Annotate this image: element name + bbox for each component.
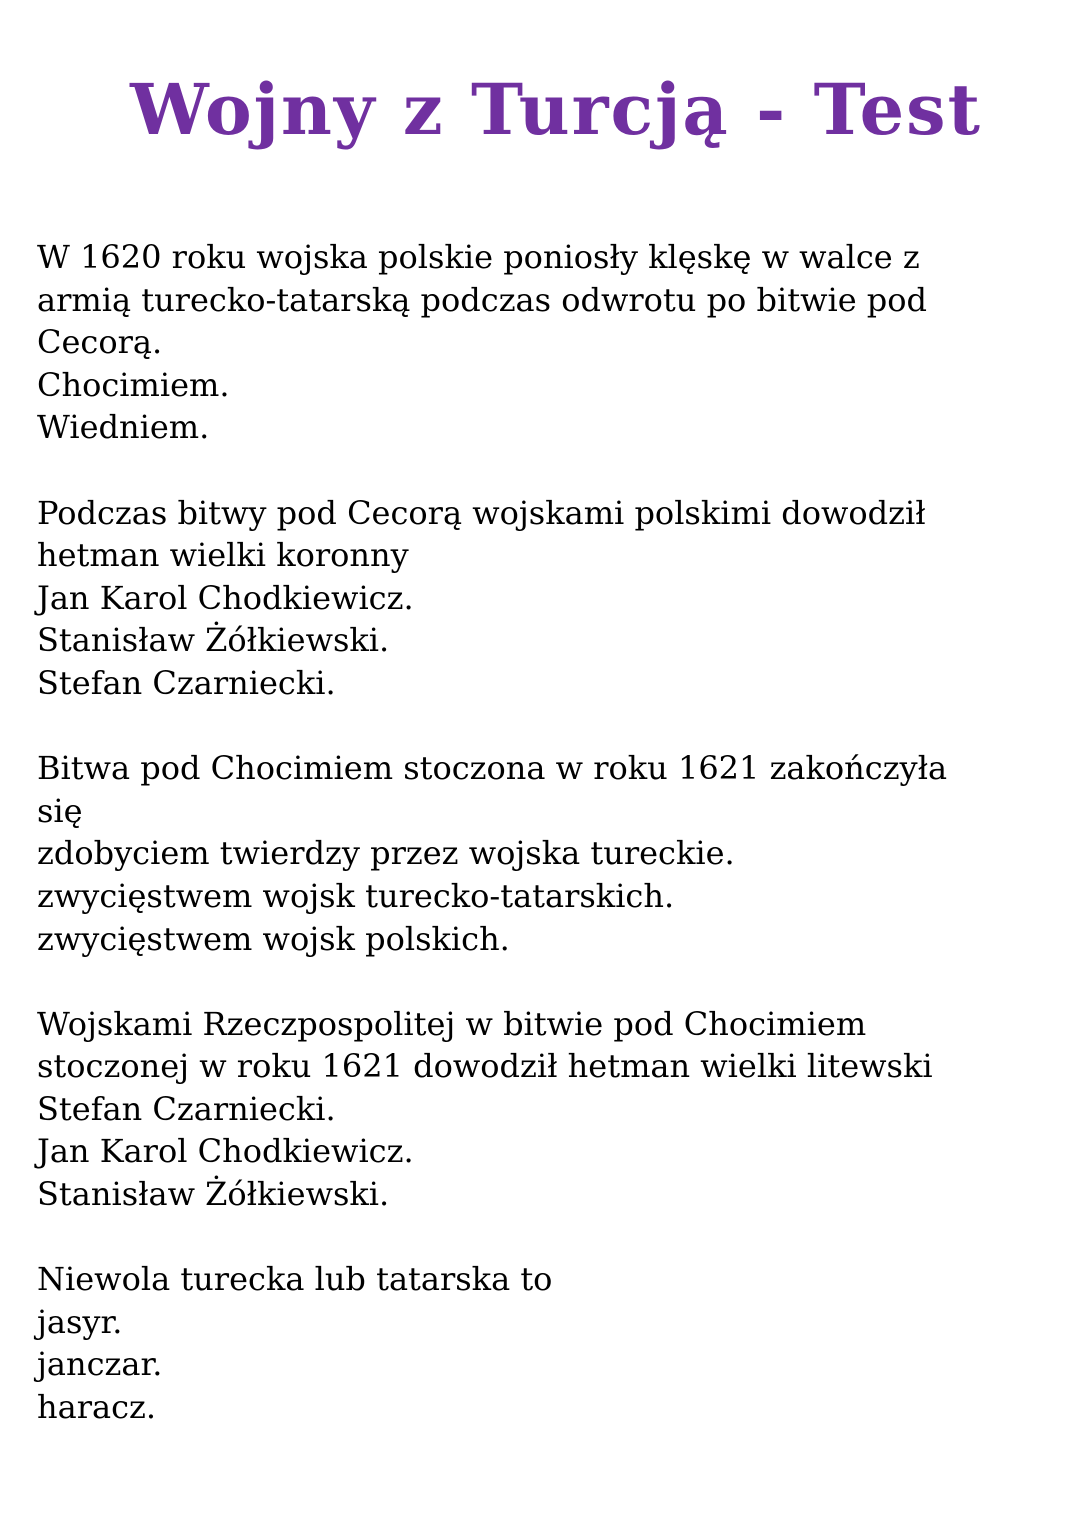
answer-option: Stefan Czarniecki. [37,1089,336,1128]
answer-option: zwycięstwem wojsk polskich. [37,919,510,958]
answer-option: Stefan Czarniecki. [37,663,336,702]
question-text: Niewola turecka lub tatarska to [37,1260,553,1299]
question-text: Bitwa pod Chocimiem stoczona w roku 1621 zakończyła się [37,749,948,830]
answer-option: zwycięstwem wojsk turecko-tatarskich. [37,876,675,915]
question-text: W 1620 roku wojska polskie poniosły klęskę w walce z armią turecko-tatarską podczas odwrotu po bitwie pod [37,238,928,319]
answer-option: Wiedniem. [37,408,210,447]
answer-option: janczar. [37,1345,163,1384]
page-title: Wojny z Turcją - Test [130,68,982,151]
answer-option: Chocimiem. [37,365,230,404]
answer-option: Stanisław Żółkiewski. [37,1175,390,1214]
answer-option: zdobyciem twierdzy przez wojska tureckie. [37,834,735,873]
question-2 [37,492,1057,705]
question-list [37,236,1057,1471]
answer-option: jasyr. [37,1302,123,1341]
answer-option: Stanisław Żółkiewski. [37,621,390,660]
question-4 [37,1003,1057,1216]
answer-option: haracz. [37,1388,157,1427]
question-3 [37,747,1057,960]
answer-option: Jan Karol Chodkiewicz. [37,578,414,617]
question-text: Podczas bitwy pod Cecorą wojskami polskimi dowodził hetman wielki koronny [37,493,926,575]
question-text: Wojskami Rzeczpospolitej w bitwie pod Chocimiem stoczonej w roku 1621 dowodził hetman wielki litewski [37,1004,933,1086]
question-5 [37,1258,1057,1428]
question-1 [37,236,1057,449]
answer-option: Jan Karol Chodkiewicz. [37,1132,414,1171]
answer-option: Cecorą. [37,323,163,362]
